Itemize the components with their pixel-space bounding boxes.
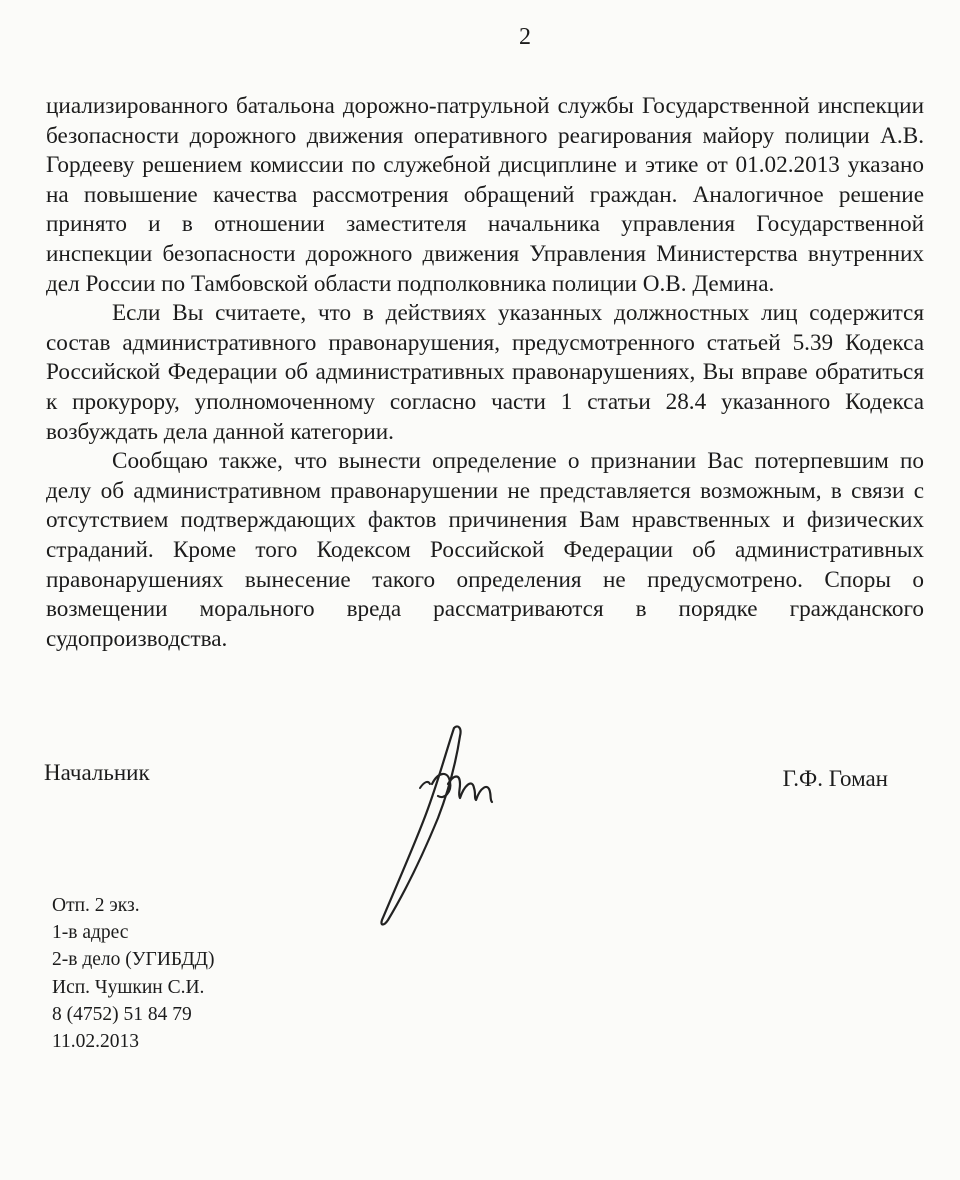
copy-1-note: 1-в адрес	[52, 922, 129, 944]
copy-2-note: 2-в дело (УГИБДД)	[52, 949, 215, 971]
paragraph-2: Если Вы считаете, что в действиях указанных должностных лиц содержится состав административного правонарушения, предусмотренного статьей 5.39 Кодекса Российской Федерации об административных правонарушениях, Вы вправе обратиться к прокурору, уполномоченному согласно части 1 статьи 28.4 указанного Кодекса возбуждать дела данной категории.	[46, 300, 924, 445]
phone-note: 8 (4752) 51 84 79	[52, 1003, 192, 1025]
handwritten-signature	[368, 722, 518, 942]
date-note: 11.02.2013	[52, 1031, 140, 1053]
paragraph-1: циализированного батальона дорожно-патрульной службы Государственной инспекции безопасности дорожного движения оперативного реагирования майору полиции А.В. Гордееву решением комиссии по служебной дисциплине и этике от 01.02.2013 указано на повышение качества рассмотрения обращений граждан. Аналогичное решение принято и в отношении заместителя начальника управления Государственной инспекции безопасности дорожного движения Управления Министерства внутренних дел России по Тамбовской области подполковника полиции О.В. Демина.	[46, 93, 924, 297]
footer-notes	[52, 892, 214, 1055]
page-number: 2	[519, 24, 531, 50]
copies-note: Отп. 2 экз.	[52, 895, 140, 916]
executor-note: Исп. Чушкин С.И.	[52, 976, 205, 998]
paragraph-3: Сообщаю также, что вынести определение о признании Вас потерпевшим по делу об административном правонарушении не представляется возможным, в связи с отсутствием подтверждающих фактов причинения Вам нравственных и физических страданий. Кроме того Кодексом Российской Федерации об административных правонарушениях вынесение такого определения не предусмотрено. Споры о возмещении морального вреда рассматриваются в порядке гражданского судопроизводства.	[46, 448, 924, 652]
letter-body	[46, 92, 924, 654]
signatory-name: Г.Ф. Гоман	[782, 766, 888, 791]
signatory-title: Начальник	[44, 760, 150, 785]
